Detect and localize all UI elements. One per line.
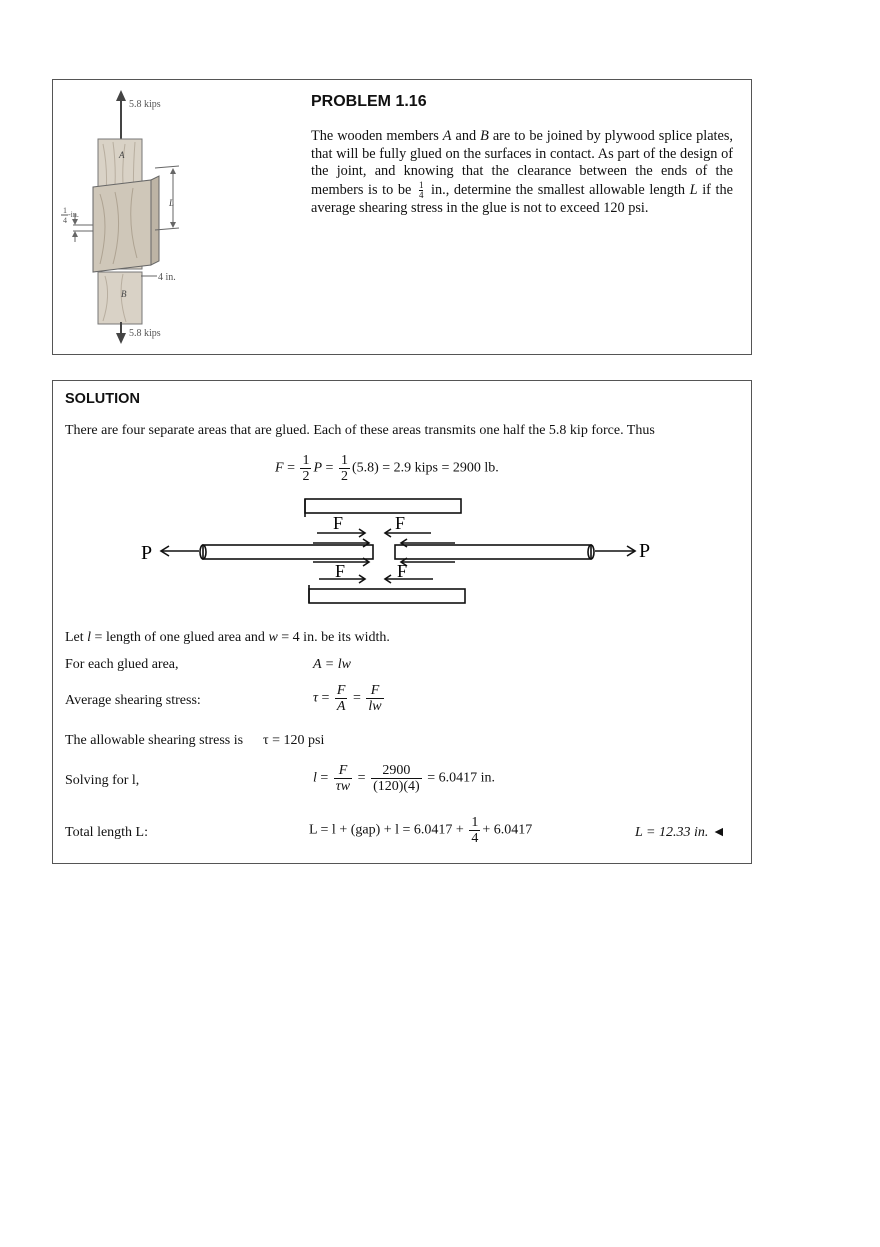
- final-answer: L = 12.33 in. ◄: [635, 825, 726, 840]
- sketch-f-bottom-right: F: [397, 561, 408, 581]
- problem-title: PROBLEM 1.16: [311, 93, 427, 110]
- total-equation: L = l + (gap) + l = 6.0417 + $\frac{1}{4}$ + 6.0417: [309, 815, 533, 846]
- solution-intro: There are four separate areas that are glued. Each of these areas transmits one half the 5.8 kip force. Thus: [65, 423, 655, 438]
- label-a: A: [119, 150, 125, 160]
- solution-box: [52, 380, 752, 864]
- answer-marker-icon: ◄: [711, 825, 726, 840]
- gap-unit: -in.: [68, 210, 79, 219]
- area-label: For each glued area,: [65, 657, 179, 672]
- total-label: Total length L:: [65, 825, 149, 840]
- force-bottom-label: 5.8 kips: [129, 328, 161, 339]
- free-body-sketch: [133, 493, 713, 621]
- problem-statement: The wooden members A and B are to be joined by plywood splice plates, that will be fully glued on the surfaces in contact. As part of the design of the joint, and knowing that the clearance between the ends of the members is to be $\frac{1}{4}$ in., determine the smallest allowable length L if the average shearing stress in the glue is not to exceed 120 psi.: [311, 128, 733, 216]
- clearance-fraction: $\frac{1}{4}$: [418, 179, 424, 200]
- area-equation: A = lw: [313, 657, 351, 672]
- gap-den: 4: [63, 216, 67, 225]
- stress-label: Average shearing stress:: [65, 693, 201, 708]
- label-b: B: [121, 289, 127, 299]
- width-label: 4 in.: [158, 272, 176, 283]
- gap-num: 1: [63, 206, 67, 215]
- force-top-label: 5.8 kips: [129, 99, 161, 110]
- allowable-equation: τ = 120 psi: [263, 733, 325, 748]
- problem-box: [52, 79, 752, 355]
- equation-force: F = $\frac{1}{2}$ P = $\frac{1}{2}$ (5.8) = 2.9 kips = 2900 lb.: [275, 453, 499, 484]
- sketch-p-left: P: [141, 542, 153, 564]
- allowable-label: The allowable shearing stress is: [65, 733, 244, 748]
- stress-equation: τ = $\frac{F}{A}$ = $\frac{F}{lw}$: [313, 683, 382, 714]
- problem-figure: [55, 84, 215, 352]
- definition-line: Let l = length of one glued area and w = 4 in. be its width.: [65, 630, 390, 645]
- solve-label: Solving for l,: [65, 773, 140, 788]
- solve-equation: l = $\frac{F}{\tau w}$ = $\frac{2900}{(120)(4)}$ = 6.0417 in.: [313, 763, 496, 794]
- sketch-f-top-right: F: [395, 513, 406, 533]
- sketch-p-right: P: [639, 540, 651, 562]
- sketch-f-bottom-left: F: [335, 561, 346, 581]
- solution-title: SOLUTION: [65, 391, 140, 407]
- sketch-f-top-left: F: [333, 513, 344, 533]
- label-l: L: [169, 198, 175, 208]
